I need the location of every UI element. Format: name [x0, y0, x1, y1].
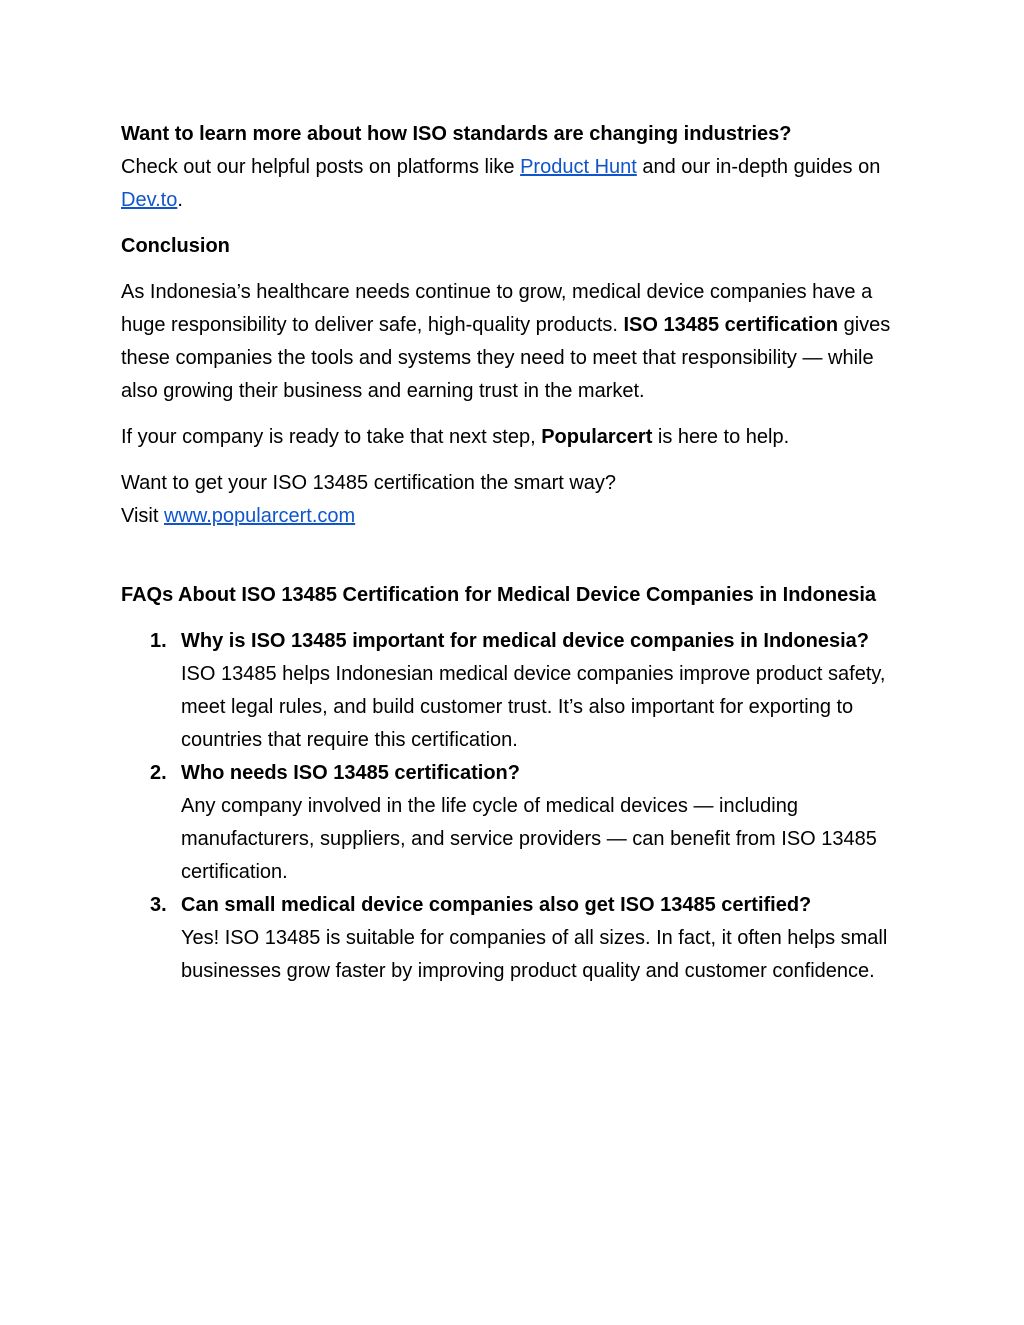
faq-question: Can small medical device companies also get ISO 13485 certified?: [181, 894, 812, 916]
faq-number: 1.: [150, 630, 167, 652]
conclusion-p2-after: is here to help.: [652, 426, 790, 448]
faq-question: Who needs ISO 13485 certification?: [181, 762, 520, 784]
faq-item-2: [121, 757, 911, 889]
document-content: [121, 118, 911, 988]
popularcert-link[interactable]: www.popularcert.com: [163, 505, 356, 527]
intro-paragraph: [121, 151, 911, 217]
intro-section: [121, 118, 911, 217]
intro-heading: Want to learn more about how ISO standards are changing industries?: [121, 123, 792, 145]
conclusion-p1-after: gives these companies the tools and systems they need to meet that responsibility — while also growing their business and earning trust in the market.: [121, 314, 891, 402]
conclusion-p2-bold: Popularcert: [541, 426, 653, 448]
faq-question: Why is ISO 13485 important for medical device companies in Indonesia?: [181, 630, 869, 652]
conclusion-p1-bold: ISO 13485 certification: [623, 314, 839, 336]
faq-list: [121, 625, 911, 988]
conclusion-paragraph-3: [121, 467, 911, 533]
conclusion-paragraph-1: [121, 276, 911, 408]
faq-answer: Yes! ISO 13485 is suitable for companies of all sizes. In fact, it often helps small businesses grow faster by improving product quality and customer confidence.: [181, 927, 888, 982]
faq-number: 2.: [150, 762, 167, 784]
conclusion-p3-line2: [121, 500, 911, 533]
intro-text-after: .: [177, 189, 183, 211]
conclusion-p1-before: As Indonesia’s healthcare needs continue to grow, medical device companies have a huge responsibility to deliver safe, high-quality products.: [121, 281, 873, 336]
faq-answer: ISO 13485 helps Indonesian medical device companies improve product safety, meet legal rules, and build customer trust. It’s also important for exporting to countries that require this certification.: [181, 663, 886, 751]
dev-to-link[interactable]: Dev.to: [121, 189, 178, 211]
faq-item-1: [121, 625, 911, 757]
conclusion-p3-line1: Want to get your ISO 13485 certification the smart way?: [121, 472, 617, 494]
conclusion-heading: Conclusion: [121, 235, 230, 257]
intro-text-before: Check out our helpful posts on platforms like: [121, 156, 521, 178]
faqs-heading: FAQs About ISO 13485 Certification for Medical Device Companies in Indonesia: [121, 584, 876, 606]
intro-text-middle: and our in-depth guides on: [636, 156, 881, 178]
faq-item-3: [121, 889, 911, 988]
conclusion-paragraph-2: [121, 421, 911, 454]
conclusion-p2-before: If your company is ready to take that next step,: [121, 426, 542, 448]
faq-answer: Any company involved in the life cycle of medical devices — including manufacturers, suppliers, and service providers — can benefit from ISO 13485 certification.: [181, 795, 877, 883]
section-spacer: [121, 533, 911, 579]
product-hunt-link[interactable]: Product Hunt: [520, 156, 637, 178]
faq-number: 3.: [150, 894, 167, 916]
conclusion-p3-visit: Visit: [121, 505, 164, 527]
